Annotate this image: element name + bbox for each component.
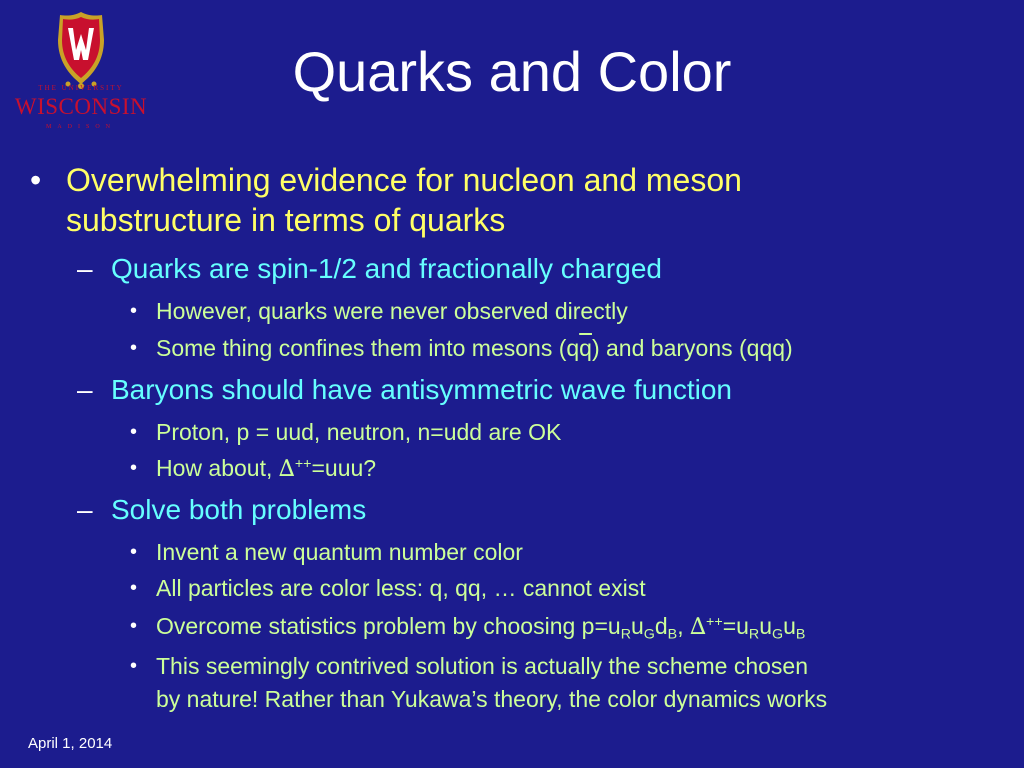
- quark-symbol: u: [783, 613, 796, 639]
- bullet-text: How about,: [156, 455, 279, 481]
- logo-sub-text: MADISON: [45, 124, 116, 130]
- charge-superscript: ++: [294, 456, 312, 473]
- quark-symbol: d: [654, 613, 668, 639]
- bullet-text: Solve both problems: [111, 494, 367, 525]
- bullet-level3-colorless: [130, 572, 1001, 605]
- bullet-marker: •: [130, 577, 138, 599]
- color-subscript: B: [795, 626, 806, 643]
- bullet-text: All particles are color less: q, qq, … cannot exist: [156, 575, 646, 601]
- bullet-text: Baryons should have antisymmetric wave function: [111, 374, 732, 405]
- bullet-text: However, quarks were never observed directly: [156, 298, 628, 324]
- bullet-text: Overcome statistics problem by choosing p=u: [156, 613, 621, 639]
- bullet-text-line: substructure in terms of quarks: [66, 202, 506, 238]
- bullet-marker: •: [130, 541, 138, 563]
- bullet-text-line: Overwhelming evidence for nucleon and meson: [66, 162, 742, 198]
- bullet-level2-antisymmetric: [77, 373, 991, 407]
- delta-symbol: ∆: [278, 456, 295, 482]
- bullet-marker: •: [130, 337, 138, 359]
- bullet-marker: •: [130, 421, 138, 443]
- color-subscript: G: [643, 626, 655, 643]
- dash-marker: –: [77, 253, 93, 284]
- crest-icon: [54, 10, 108, 92]
- bullet-text: Some thing confines them into mesons (q: [156, 335, 580, 361]
- bullet-text: Quarks are spin-1/2 and fractionally charged: [111, 253, 662, 284]
- quark-symbol: u: [759, 613, 773, 639]
- bullet-text: Invent a new quantum number color: [156, 539, 523, 565]
- dash-marker: –: [77, 374, 93, 405]
- logo-wordmark: WISCONSIN: [14, 94, 148, 119]
- bullet-marker: •: [130, 300, 138, 322]
- university-logo: [14, 8, 148, 138]
- bullet-text: ) and baryons (qqq): [591, 335, 793, 361]
- color-subscript: R: [620, 626, 631, 643]
- quark-symbol: u: [630, 613, 644, 639]
- bullet-level3-delta: [130, 452, 1001, 486]
- logo-small-text: THE UNIVERSITY: [38, 84, 124, 92]
- quark-symbol: =u: [722, 613, 749, 639]
- antiquark-symbol: $\overline{q}$: [579, 335, 592, 361]
- bullet-level3-color-number: [130, 536, 1001, 569]
- bullet-text: ,: [677, 613, 690, 639]
- bullet-text: Proton, p = uud, neutron, n=udd are OK: [156, 419, 562, 445]
- bullet-level1-evidence: [30, 160, 966, 240]
- bullet-marker: •: [130, 655, 138, 677]
- delta-symbol: ∆: [689, 614, 707, 640]
- bullet-text-line: This seemingly contrived solution is actually the scheme chosen: [156, 653, 808, 679]
- slide-title: Quarks and Color: [292, 40, 732, 103]
- bullet-level3-statistics: [130, 610, 1001, 644]
- bullet-marker: •: [130, 457, 138, 479]
- bullet-level3-never-observed: [130, 295, 1001, 328]
- bullet-marker: •: [30, 162, 42, 198]
- charge-superscript: ++: [706, 614, 723, 631]
- color-subscript: R: [748, 626, 760, 643]
- color-subscript: B: [667, 626, 678, 643]
- dash-marker: –: [77, 494, 93, 525]
- bullet-text: =uuu?: [311, 455, 377, 481]
- bullet-level3-confinement: [130, 332, 1001, 365]
- bullet-level3-nature: [130, 650, 1001, 716]
- bullet-level2-solve: [77, 493, 991, 527]
- bullet-level3-proton-neutron: [130, 416, 1001, 449]
- bullet-text-line: by nature! Rather than Yukawa’s theory, the color dynamics works: [156, 686, 828, 712]
- footer-date: April 1, 2014: [28, 735, 113, 752]
- color-subscript: G: [772, 626, 784, 643]
- bullet-marker: •: [130, 615, 138, 637]
- bullet-level2-spin: [77, 252, 991, 286]
